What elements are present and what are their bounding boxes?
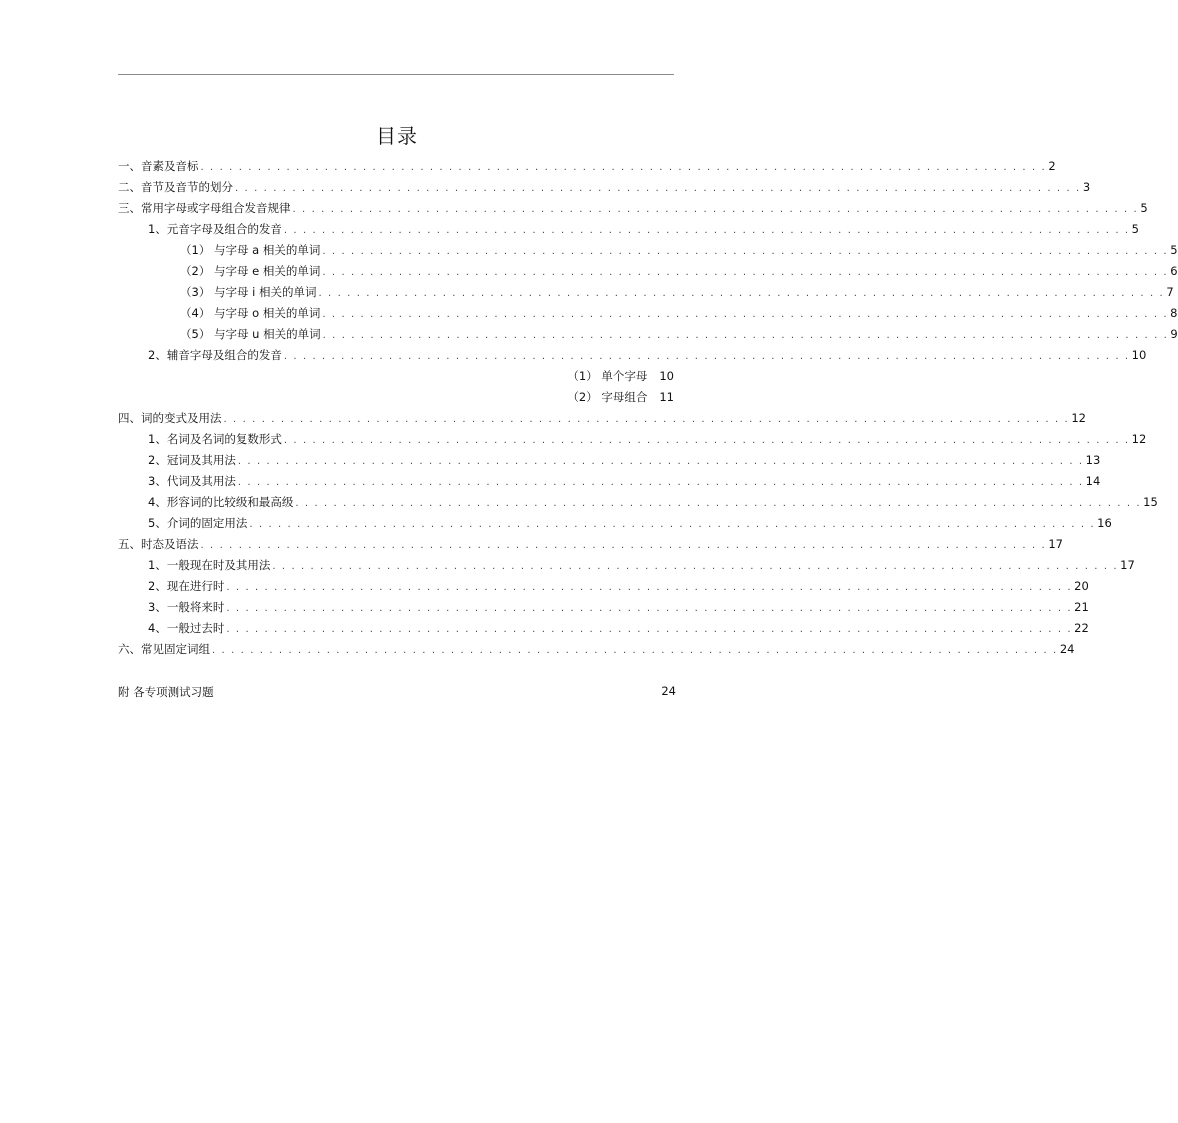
toc-row[interactable] [118, 345, 1147, 366]
appendix-entry[interactable] [118, 684, 676, 700]
toc-row[interactable] [118, 219, 1139, 240]
toc-page-number: 5 [1140, 201, 1148, 215]
toc-leader-dots: . . . . . . . . . . . . . . . . . . . . . . . . . . . . . . . . . . . . . . . . . . . . . . . . . . . . . . . . . . . . . . . . . . . . . . . . . . . . . . . . . . . . . . . . . [318, 288, 1165, 299]
toc-row[interactable] [118, 450, 1101, 471]
toc-label: （1） 与字母 a 相关的单词 [180, 243, 321, 257]
toc-leader-dots: . . . . . . . . . . . . . . . . . . . . . . . . . . . . . . . . . . . . . . . . . . . . . . . . . . . . . . . . . . . . . . . . . . . . . . . . . . . . . . . . . . . . . . . . . [237, 456, 1084, 467]
toc-label: 2、现在进行时 [148, 579, 225, 593]
toc-row[interactable] [118, 576, 1089, 597]
toc-leader-dots: . . . . . . . . . . . . . . . . . . . . . . . . . . . . . . . . . . . . . . . . . . . . . . . . . . . . . . . . . . . . . . . . . . . . . . . . . . . . . . . . . . . . . . . . . [292, 204, 1139, 215]
toc-label: 3、代词及其用法 [148, 474, 236, 488]
toc-label: （2） 字母组合 [567, 390, 648, 404]
toc-page-number: 22 [1074, 621, 1089, 635]
toc-label: 2、冠词及其用法 [148, 453, 236, 467]
toc-label: （3） 与字母 i 相关的单词 [180, 285, 317, 299]
toc-page-number: 17 [1120, 558, 1135, 572]
toc-label: 3、一般将来时 [148, 600, 225, 614]
toc-row[interactable] [118, 261, 1178, 282]
toc-page-number: 2 [1048, 159, 1056, 173]
toc-row[interactable] [118, 639, 1075, 660]
toc-row[interactable] [118, 387, 674, 408]
toc-leader-dots: . . . . . . . . . . . . . . . . . . . . . . . . . . . . . . . . . . . . . . . . . . . . . . . . . . . . . . . . . . . . . . . . . . . . . . . . . . . . . . . . . . . . . . . . . [322, 267, 1169, 278]
toc-label: 1、元音字母及组合的发音 [148, 222, 282, 236]
toc-leader-dots: . . . . . . . . . . . . . . . . . . . . . . . . . . . . . . . . . . . . . . . . . . . . . . . . . . . . . . . . . . . . . . . . . . . . . . . . . . . . . . . . . . . . . . . . . [235, 183, 1081, 194]
toc-row[interactable] [118, 303, 1178, 324]
toc-leader-dots: . . . . . . . . . . . . . . . . . . . . . . . . . . . . . . . . . . . . . . . . . . . . . . . . . . . . . . . . . . . . . . . . . . . . . . . . . . . . . . . . . . . . . . . . . [283, 225, 1130, 236]
toc-leader-dots: . . . . . . . . . . . . . . . . . . . . . . . . . . . . . . . . . . . . . . . . . . . . . . . . . . . . . . . . . . . . . . . . . . . . . . . . . . . . . . . . . . . . . . . . . [200, 162, 1047, 173]
toc-leader-dots: . . . . . . . . . . . . . . . . . . . . . . . . . . . . . . . . . . . . . . . . . . . . . . . . . . . . . . . . . . . . . . . . . . . . . . . . . . . . . . . . . . . . . . . . . [322, 246, 1169, 257]
toc-leader-dots: . . . . . . . . . . . . . . . . . . . . . . . . . . . . . . . . . . . . . . . . . . . . . . . . . . . . . . . . . . . . . . . . . . . . . . . . . . . . . . . . . . . . . . . . . [295, 498, 1142, 509]
toc-label: 4、形容词的比较级和最高级 [148, 495, 294, 509]
toc-page-number: 14 [1085, 474, 1101, 488]
toc-page-number: 9 [1170, 327, 1178, 341]
toc-page-number: 21 [1074, 600, 1089, 614]
toc-page-number: 10 [659, 369, 674, 383]
toc-leader-dots: . . . . . . . . . . . . . . . . . . . . . . . . . . . . . . . . . . . . . . . . . . . . . . . . . . . . . . . . . . . . . . . . . . . . . . . . . . . . . . . . . . . . . . . . . [226, 603, 1073, 614]
toc-page-number: 10 [1131, 348, 1147, 362]
toc-label: （1） 单个字母 [567, 369, 648, 383]
toc-page-number: 7 [1166, 285, 1174, 299]
toc-leader-dots: . . . . . . . . . . . . . . . . . . . . . . . . . . . . . . . . . . . . . . . . . . . . . . . . . . . . . . . . . . . . . . . . . . . . . . . . . . . . . . . . . . . . . . . . . [223, 414, 1070, 425]
toc-label: 4、一般过去时 [148, 621, 225, 635]
toc-label: 1、名词及名词的复数形式 [148, 432, 282, 446]
toc-page-number: 5 [1170, 243, 1178, 257]
toc-label: 2、辅音字母及组合的发音 [148, 348, 282, 362]
toc-leader-dots: . . . . . . . . . . . . . . . . . . . . . . . . . . . . . . . . . . . . . . . . . . . . . . . . . . . . . . . . . . . . . . . . . . . . . . . . . . . . . . . . . . . . . . . . . [249, 519, 1096, 530]
toc-row[interactable] [118, 324, 1178, 345]
toc-page-number: 5 [1131, 222, 1139, 236]
page-title: 目录 [376, 124, 418, 148]
appendix-label: 附 各专项测试习题 [118, 685, 214, 699]
toc-label: 5、介词的固定用法 [148, 516, 248, 530]
toc-page-number: 8 [1170, 306, 1178, 320]
toc-page-number: 17 [1048, 537, 1063, 551]
toc-leader-dots: . . . . . . . . . . . . . . . . . . . . . . . . . . . . . . . . . . . . . . . . . . . . . . . . . . . . . . . . . . . . . . . . . . . . . . . . . . . . . . . . . . . . . . . . . [322, 330, 1169, 341]
toc-page-number: 12 [1071, 411, 1086, 425]
toc-page-number: 24 [1059, 642, 1075, 656]
toc-label: （5） 与字母 u 相关的单词 [180, 327, 321, 341]
toc-label: 三、常用字母或字母组合发音规律 [118, 201, 291, 215]
toc-leader-dots: . . . . . . . . . . . . . . . . . . . . . . . . . . . . . . . . . . . . . . . . . . . . . . . . . . . . . . . . . . . . . . . . . . . . . . . . . . . . . . . . . . . . . . . . . [237, 477, 1084, 488]
toc-label: （2） 与字母 e 相关的单词 [180, 264, 321, 278]
toc-label: 四、词的变式及用法 [118, 411, 222, 425]
toc-page-number: 12 [1131, 432, 1147, 446]
toc-page-number: 16 [1097, 516, 1112, 530]
toc-page-number: 11 [659, 390, 674, 404]
toc-page-number: 3 [1082, 180, 1091, 194]
toc-row[interactable] [118, 618, 1089, 639]
toc-leader-dots: . . . . . . . . . . . . . . . . . . . . . . . . . . . . . . . . . . . . . . . . . . . . . . . . . . . . . . . . . . . . . . . . . . . . . . . . . . . . . . . . . . . . . . . . . [212, 645, 1058, 656]
appendix-page: 24 [661, 684, 676, 698]
toc-label: 1、一般现在时及其用法 [148, 558, 271, 572]
toc-row[interactable] [118, 198, 1148, 219]
toc-leader-dots: . . . . . . . . . . . . . . . . . . . . . . . . . . . . . . . . . . . . . . . . . . . . . . . . . . . . . . . . . . . . . . . . . . . . . . . . . . . . . . . . . . . . . . . . . [226, 624, 1073, 635]
toc-row[interactable] [118, 534, 1063, 555]
toc-row[interactable] [118, 597, 1089, 618]
toc-page-number: 20 [1074, 579, 1089, 593]
toc-page-number: 15 [1143, 495, 1158, 509]
toc-row[interactable] [118, 408, 1086, 429]
toc-row[interactable] [118, 240, 1178, 261]
toc-leader-dots: . . . . . . . . . . . . . . . . . . . . . . . . . . . . . . . . . . . . . . . . . . . . . . . . . . . . . . . . . . . . . . . . . . . . . . . . . . . . . . . . . . . . . . . . . [226, 582, 1073, 593]
toc-row[interactable] [118, 492, 1158, 513]
toc-page-number: 13 [1085, 453, 1101, 467]
toc-leader-dots: . . . . . . . . . . . . . . . . . . . . . . . . . . . . . . . . . . . . . . . . . . . . . . . . . . . . . . . . . . . . . . . . . . . . . . . . . . . . . . . . . . . . . . . . . [283, 435, 1130, 446]
toc-row[interactable] [118, 366, 674, 387]
toc-leader-dots: . . . . . . . . . . . . . . . . . . . . . . . . . . . . . . . . . . . . . . . . . . . . . . . . . . . . . . . . . . . . . . . . . . . . . . . . . . . . . . . . . . . . . . . . . [322, 309, 1169, 320]
toc-row[interactable] [118, 282, 1174, 303]
header-rule [118, 74, 674, 75]
toc-row[interactable] [118, 555, 1135, 576]
toc-row[interactable] [118, 177, 1091, 198]
table-of-contents [118, 156, 1178, 660]
toc-row[interactable] [118, 513, 1112, 534]
toc-leader-dots: . . . . . . . . . . . . . . . . . . . . . . . . . . . . . . . . . . . . . . . . . . . . . . . . . . . . . . . . . . . . . . . . . . . . . . . . . . . . . . . . . . . . . . . . . [283, 351, 1130, 362]
toc-leader-dots: . . . . . . . . . . . . . . . . . . . . . . . . . . . . . . . . . . . . . . . . . . . . . . . . . . . . . . . . . . . . . . . . . . . . . . . . . . . . . . . . . . . . . . . . . [200, 540, 1047, 551]
toc-row[interactable] [118, 429, 1147, 450]
toc-row[interactable] [118, 471, 1101, 492]
toc-row[interactable] [118, 156, 1056, 177]
toc-label: 六、常见固定词组 [118, 642, 210, 656]
toc-label: 五、时态及语法 [118, 537, 199, 551]
toc-label: （4） 与字母 o 相关的单词 [180, 306, 321, 320]
toc-leader-dots: . . . . . . . . . . . . . . . . . . . . . . . . . . . . . . . . . . . . . . . . . . . . . . . . . . . . . . . . . . . . . . . . . . . . . . . . . . . . . . . . . . . . . . . . . [272, 561, 1119, 572]
toc-label: 一、音素及音标 [118, 159, 199, 173]
toc-page-number: 6 [1170, 264, 1178, 278]
toc-label: 二、音节及音节的划分 [118, 180, 233, 194]
